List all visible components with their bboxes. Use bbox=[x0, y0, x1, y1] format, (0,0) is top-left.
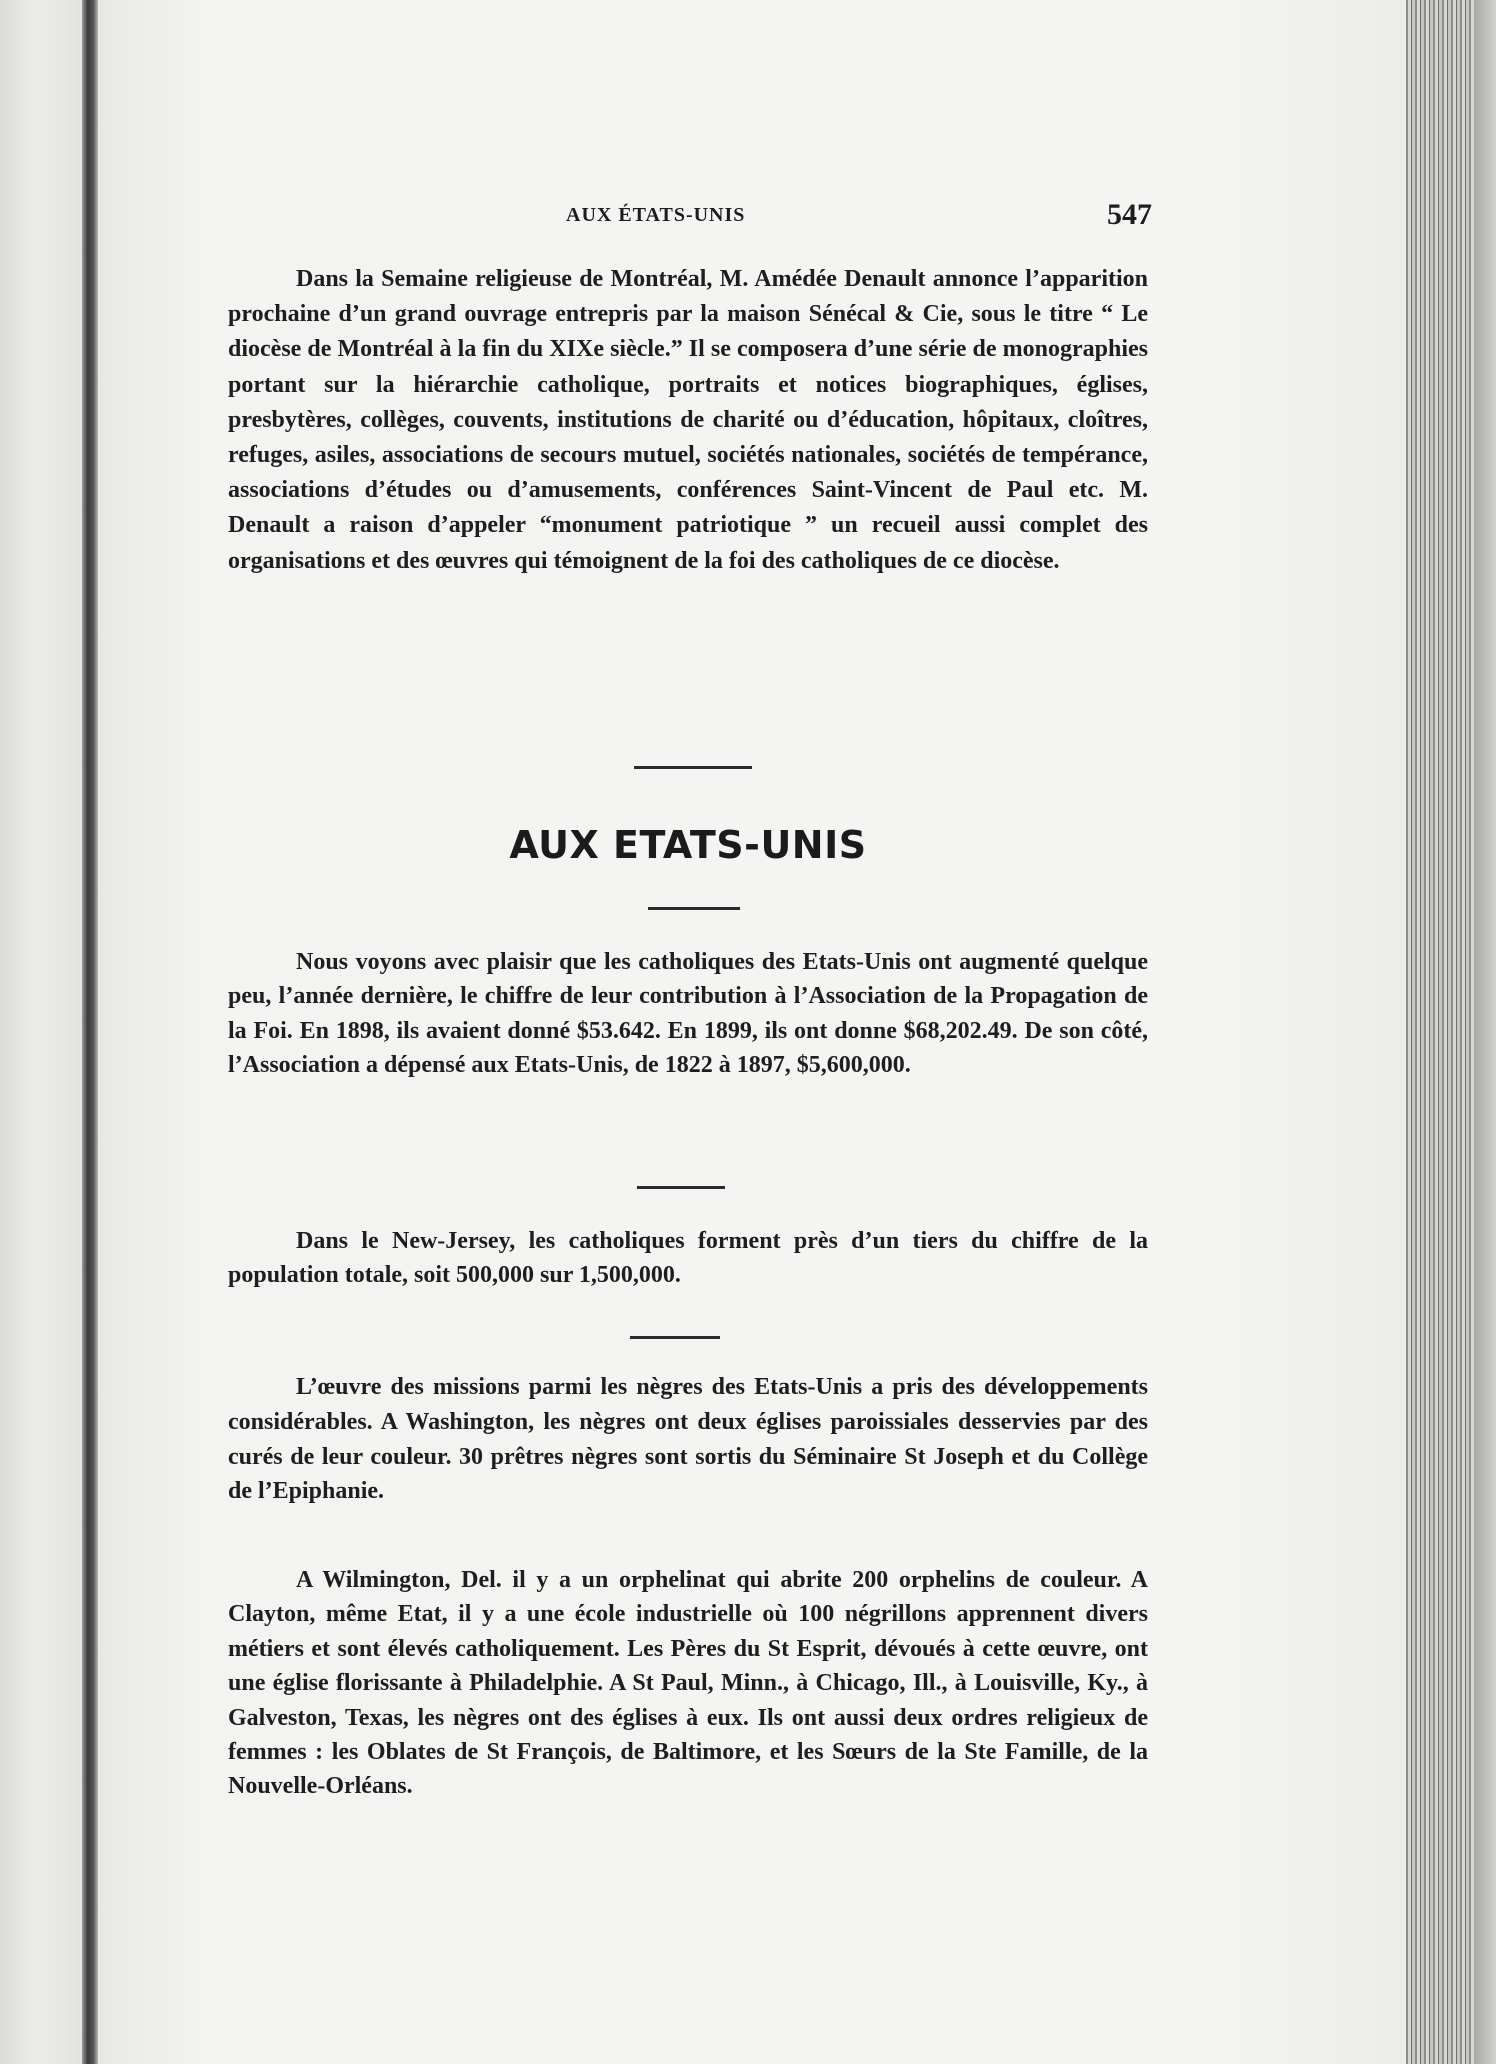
left-page-edge bbox=[0, 0, 82, 2064]
separator-rule bbox=[648, 907, 740, 910]
separator-rule bbox=[630, 1336, 720, 1339]
paragraph-text: Dans la Semaine religieuse de Montréal, M. Amédée Denault annonce l’apparition prochaine d’un grand ouvrage entrepris par la maison Sénécal & Cie, sous le titre “ Le diocèse de Montréal à la fin du XIXe siècle.” Il se composera d’une série de monographies portant sur la hiérarchie catholique, portraits et notices biographiques, églises, presbytères, collèges, couvents, institutions de charité ou d’éducation, hôpitaux, cloîtres, refuges, asiles, associations de secours mutuel, sociétés nationales, sociétés de tempérance, associations d’études ou d’amusements, conférences Saint-Vincent de Paul etc. M. Denault a raison d’appeler “monument patriotique ” un recueil aussi complet des organisations et des œuvres qui témoignent de la foi des catholiques de ce diocèse. bbox=[228, 266, 1148, 574]
section-heading: AUX ETATS-UNIS bbox=[509, 823, 867, 867]
running-head: AUX ÉTATS-UNIS bbox=[566, 204, 746, 226]
propagation-paragraph bbox=[228, 945, 1148, 1082]
paragraph-text: Nous voyons avec plaisir que les catholiques des Etats-Unis ont augmenté quelque peu, l’année dernière, le chiffre de leur contribution à l’Association de la Propagation de la Foi. En 1898, ils avaient donné $53.642. En 1899, ils ont donne $68,202.49. De son côté, l’Association a dépensé aux Etats-Unis, de 1822 à 1897, $5,600,000. bbox=[228, 949, 1148, 1078]
paragraph-text: L’œuvre des missions parmi les nègres des Etats-Unis a pris des développements considérables. A Washington, les nègres ont deux églises paroissiales desservies par des curés de leur couleur. 30 prêtres nègres sont sortis du Séminaire St Joseph et du Collège de l’Epiphanie. bbox=[228, 1374, 1148, 1505]
separator-rule bbox=[637, 1186, 725, 1189]
book-gutter bbox=[82, 0, 98, 2064]
paragraph-text: Dans le New-Jersey, les catholiques forment près d’un tiers du chiffre de la population totale, soit 500,000 sur 1,500,000. bbox=[228, 1228, 1148, 1288]
page-edges-stack bbox=[1406, 0, 1496, 2064]
page-number: 547 bbox=[1107, 198, 1152, 231]
separator-rule bbox=[634, 766, 752, 769]
missions-paragraph bbox=[228, 1370, 1148, 1509]
new-jersey-paragraph bbox=[228, 1224, 1148, 1292]
missions-paragraph-continued bbox=[228, 1563, 1148, 1804]
paragraph-text: A Wilmington, Del. il y a un orphelinat qui abrite 200 orphelins de couleur. A Clayton, même Etat, il y a une école industrielle où 100 négrillons apprennent divers métiers et sont élevés catholiquement. Les Pères du St Esprit, dévoués à cette œuvre, ont une église florissante à Philadelphie. A St Paul, Minn., à Chicago, Ill., à Louisville, Ky., à Galveston, Texas, les nègres ont des églises à eux. Ils ont aussi deux ordres religieux de femmes : les Oblates de St François, de Baltimore, et les Sœurs de la Ste Famille, de la Nouvelle-Orléans. bbox=[228, 1567, 1148, 1800]
montreal-paragraph bbox=[228, 262, 1148, 579]
